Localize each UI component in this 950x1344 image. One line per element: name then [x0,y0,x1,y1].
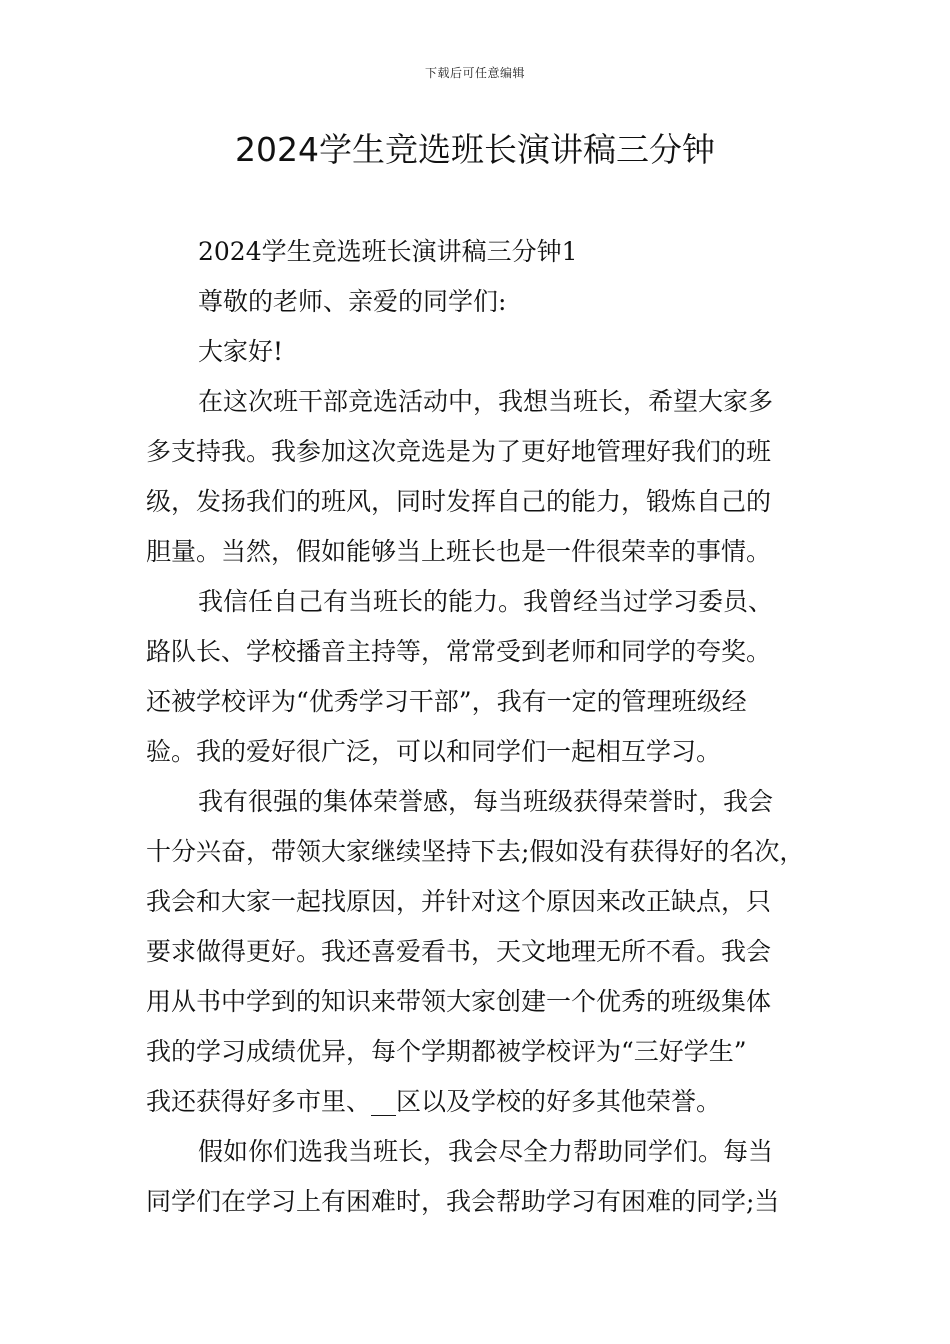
paragraph-line: 在这次班干部竞选活动中，我想当班长，希望大家多 [198,387,774,416]
paragraph-line: 级，发扬我们的班风，同时发挥自己的能力，锻炼自己的 [146,487,772,516]
paragraph-line: 我会和大家一起找原因，并针对这个原因来改正缺点，只 [146,887,772,916]
paragraph-line: 假如你们选我当班长，我会尽全力帮助同学们。每当 [198,1137,774,1166]
paragraph-line: 我信任自己有当班长的能力。我曾经当过学习委员、 [198,587,774,616]
paragraph-line: 用从书中学到的知识来带领大家创建一个优秀的班级集体 [146,987,772,1016]
paragraph-line: 还被学校评为“优秀学习干部”，我有一定的管理班级经 [146,687,747,716]
document-title: 2024学生竞选班长演讲稿三分钟 [235,130,715,169]
paragraph-line: 我的学习成绩优异，每个学期都被学校评为“三好学生” [146,1037,747,1066]
paragraph-line: 胆量。当然，假如能够当上班长也是一件很荣幸的事情。 [146,537,772,566]
subtitle-line: 2024学生竞选班长演讲稿三分钟1 [198,237,578,266]
paragraph-line: 要求做得更好。我还喜爱看书，天文地理无所不看。我会 [146,937,772,966]
paragraph-line: 我还获得好多市里、__区以及学校的好多其他荣誉。 [146,1087,722,1116]
greeting-line: 大家好! [198,337,284,366]
paragraph-line: 路队长、学校播音主持等，常常受到老师和同学的夸奖。 [146,637,772,666]
paragraph-line: 同学们在学习上有困难时，我会帮助学习有困难的同学;当 [146,1187,780,1216]
paragraph-line: 十分兴奋，带领大家继续坚持下去;假如没有获得好的名次， [146,837,805,866]
paragraph-line: 多支持我。我参加这次竞选是为了更好地管理好我们的班 [146,437,772,466]
document-body [146,227,812,1227]
header-note: 下载后可任意编辑 [424,66,525,80]
salutation-line: 尊敬的老师、亲爱的同学们: [198,287,507,316]
paragraph-line: 验。我的爱好很广泛，可以和同学们一起相互学习。 [146,737,722,766]
paragraph-line: 我有很强的集体荣誉感，每当班级获得荣誉时，我会 [198,787,774,816]
